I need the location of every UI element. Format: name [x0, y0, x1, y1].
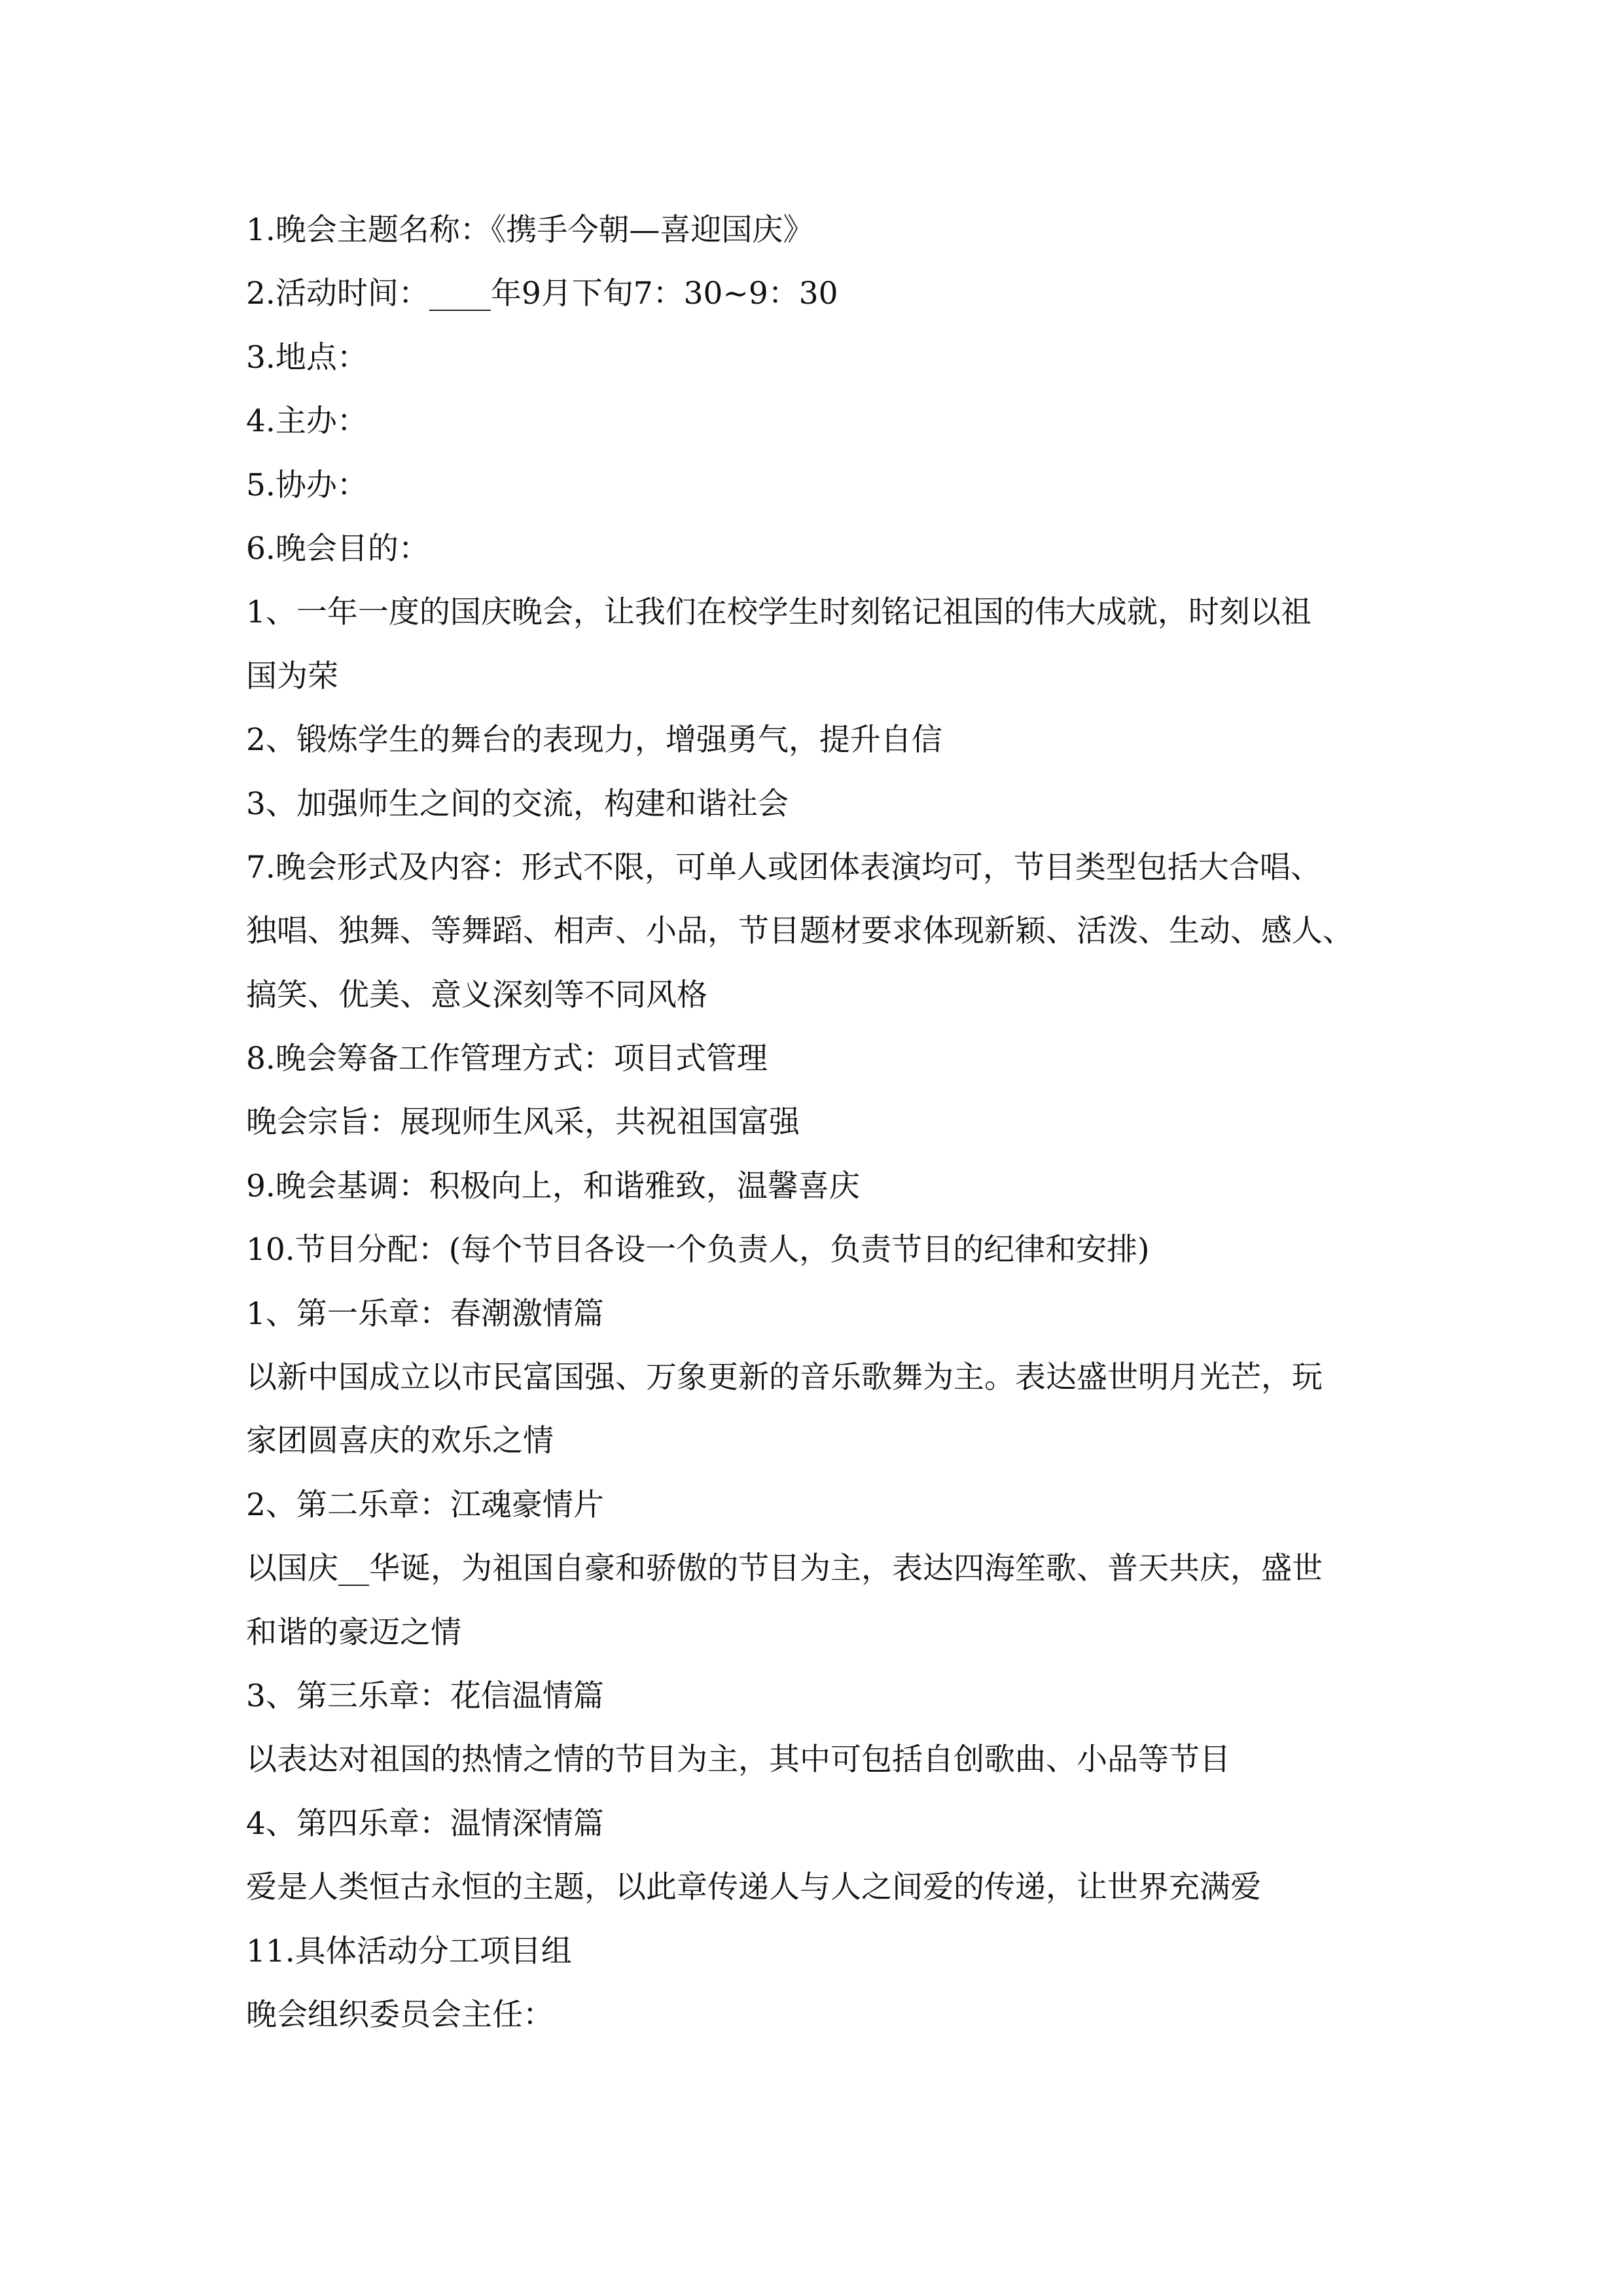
- text-line: 5.协办：: [246, 467, 368, 503]
- text-line: 3、第三乐章：花信温情篇: [246, 1677, 604, 1714]
- text-line: 1、第一乐章：春潮激情篇: [246, 1295, 604, 1332]
- text-line: 2.活动时间：____年9月下旬7：30~9：30: [246, 276, 838, 312]
- text-line: 1.晚会主题名称：《携手今朝—喜迎国庆》: [246, 212, 814, 248]
- text-line: 晚会宗旨：展现师生风采，共祝祖国富强: [246, 1104, 800, 1141]
- text-line: 家团圆喜庆的欢乐之情: [246, 1423, 554, 1460]
- text-line: 11.具体活动分工项目组: [246, 1933, 572, 1969]
- text-line: 以国庆__华诞，为祖国自豪和骄傲的节目为主，表达四海笙歌、普天共庆，盛世: [246, 1551, 1323, 1587]
- text-line: 和谐的豪迈之情: [246, 1614, 461, 1651]
- text-line: 6.晚会目的：: [246, 530, 429, 567]
- text-line: 8.晚会筹备工作管理方式：项目式管理: [246, 1041, 768, 1077]
- text-line: 搞笑、优美、意义深刻等不同风格: [246, 977, 707, 1013]
- document-body: [246, 211, 1418, 2059]
- text-line: 2、锻炼学生的舞台的表现力，增强勇气，提升自信: [246, 722, 942, 759]
- text-line: 4.主办：: [246, 403, 368, 440]
- text-line: 7.晚会形式及内容：形式不限，可单人或团体表演均可，节目类型包括大合唱、: [246, 849, 1321, 886]
- text-line: 10.节目分配：(每个节目各设一个负责人，负责节目的纪律和安排): [246, 1232, 1150, 1268]
- text-line: 2、第二乐章：江魂豪情片: [246, 1486, 604, 1523]
- text-line: 晚会组织委员会主任：: [246, 1996, 554, 2033]
- text-line: 独唱、独舞、等舞蹈、相声、小品，节目题材要求体现新颖、活泼、生动、感人、: [246, 913, 1353, 950]
- text-line: 以新中国成立以市民富国强、万象更新的音乐歌舞为主。表达盛世明月光芒，玩: [246, 1359, 1323, 1396]
- text-line: 1、一年一度的国庆晚会，让我们在校学生时刻铭记祖国的伟大成就，时刻以祖: [246, 594, 1311, 631]
- text-line: 9.晚会基调：积极向上，和谐雅致，温馨喜庆: [246, 1168, 860, 1204]
- text-line: 3.地点：: [246, 339, 368, 376]
- text-line: 国为荣: [246, 658, 338, 694]
- text-line: 3、加强师生之间的交流，构建和谐社会: [246, 785, 789, 822]
- text-line: 以表达对祖国的热情之情的节目为主，其中可包括自创歌曲、小品等节目: [246, 1742, 1230, 1778]
- text-line: 4、第四乐章：温情深情篇: [246, 1805, 604, 1842]
- text-line: 爱是人类恒古永恒的主题，以此章传递人与人之间爱的传递，让世界充满爱: [246, 1869, 1261, 1906]
